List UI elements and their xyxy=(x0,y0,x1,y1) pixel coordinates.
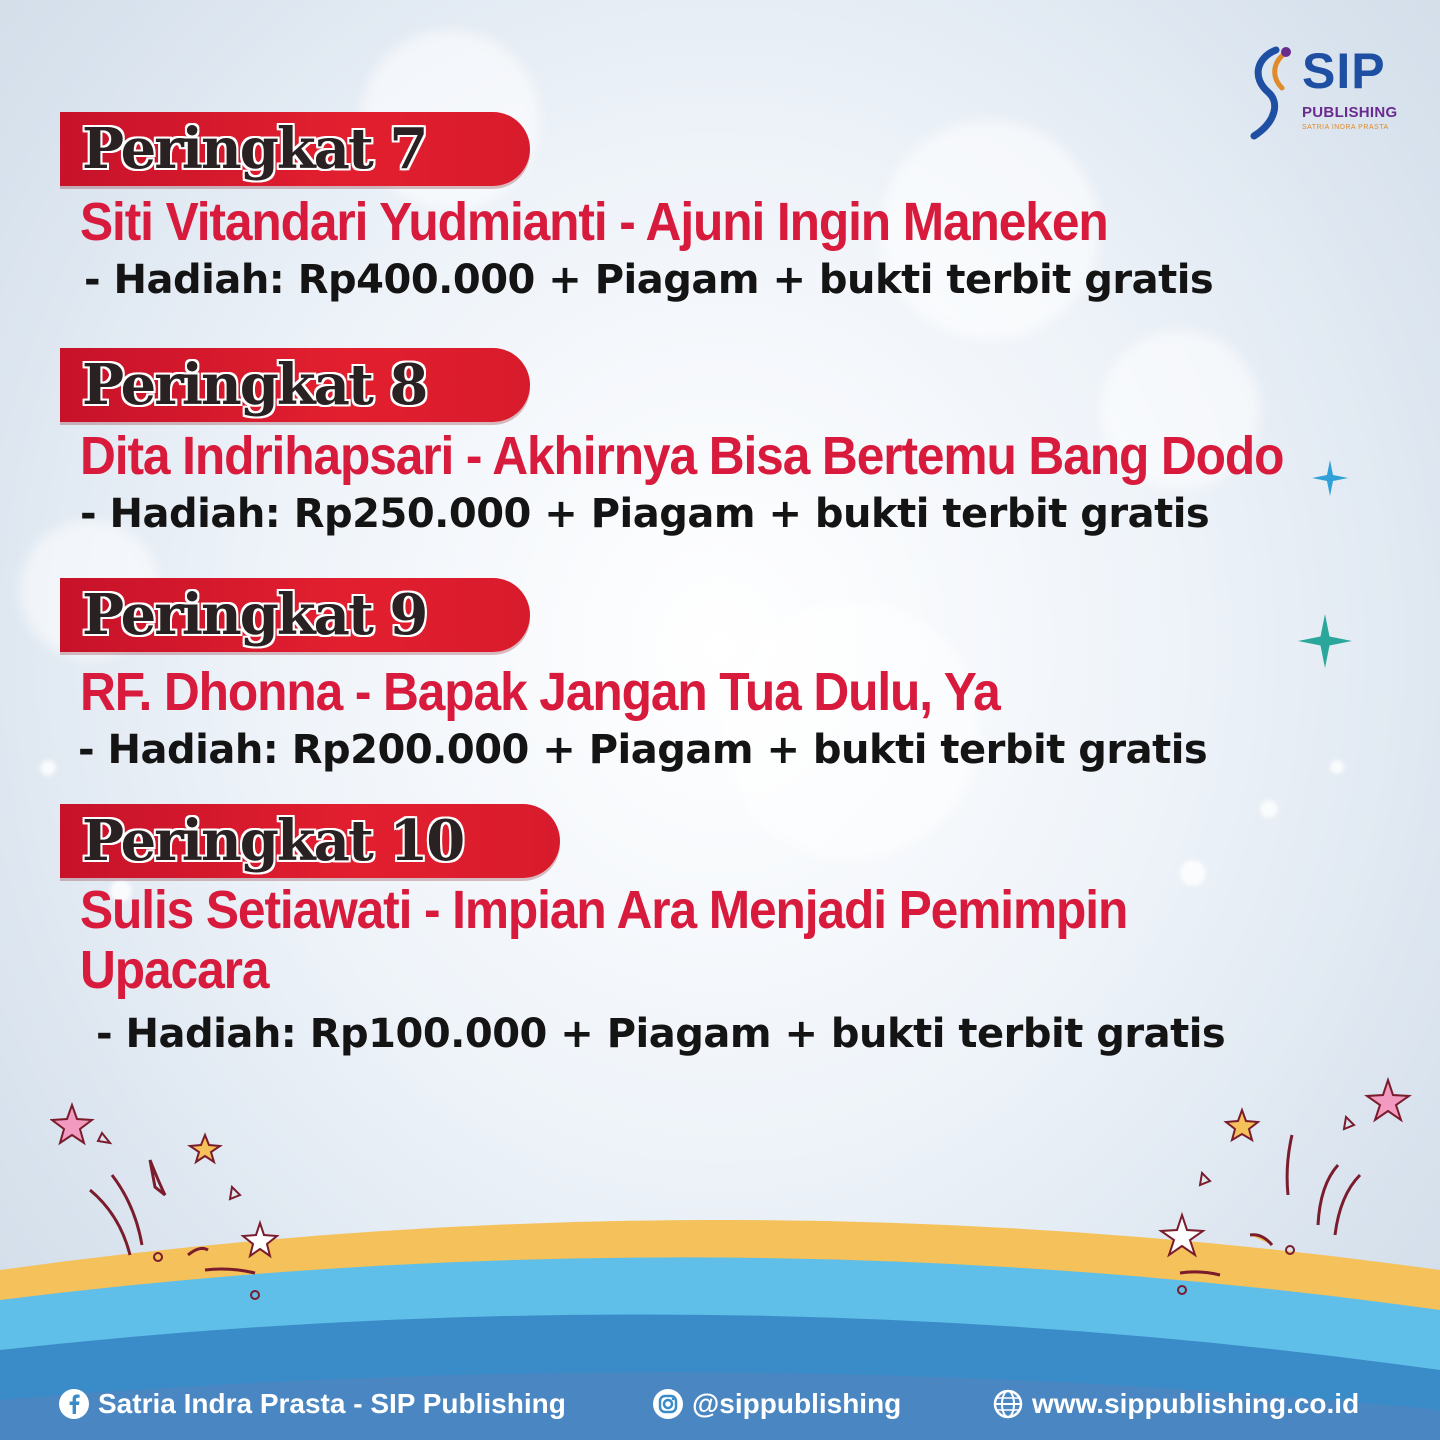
logo-swirl-icon xyxy=(1246,44,1296,140)
logo-tagline: SATRIA INDRA PRASTA xyxy=(1302,124,1389,131)
facebook-icon xyxy=(58,1388,90,1420)
footer-website-text: www.sippublishing.co.id xyxy=(1032,1388,1360,1419)
rank-7-prize: - Hadiah: Rp400.000 + Piagam + bukti terbit gratis xyxy=(84,257,1214,303)
rank-badge-label: Peringkat 9 xyxy=(82,582,427,648)
rank-badge-label: Peringkat 10 xyxy=(82,808,464,874)
bokeh-sparkle xyxy=(40,760,56,776)
rank-badge-10 xyxy=(60,804,560,878)
confetti-left-decoration xyxy=(50,1095,300,1305)
globe-icon xyxy=(992,1388,1024,1420)
rank-9-entry-title: RF. Dhonna - Bapak Jangan Tua Dulu, Ya xyxy=(80,662,1000,722)
sparkle-icon xyxy=(1298,614,1352,668)
footer-facebook-link[interactable] xyxy=(58,1376,566,1432)
rank-7-entry-title: Siti Vitandari Yudmianti - Ajuni Ingin Maneken xyxy=(80,192,1108,252)
rank-badge-9 xyxy=(60,578,530,652)
rank-badge-label: Peringkat 7 xyxy=(82,116,427,182)
sparkle-icon xyxy=(1312,460,1348,496)
footer-facebook-text: Satria Indra Prasta - SIP Publishing xyxy=(98,1388,566,1419)
rank-10-entry-title: Sulis Setiawati - Impian Ara Menjadi Pemimpin Upacara xyxy=(80,880,1128,1000)
rank-9-prize: - Hadiah: Rp200.000 + Piagam + bukti terbit gratis xyxy=(78,727,1208,773)
rank-badge-label: Peringkat 8 xyxy=(82,352,427,418)
confetti-right-decoration xyxy=(1150,1075,1420,1305)
logo-wordmark: SIP xyxy=(1302,43,1386,99)
instagram-icon xyxy=(652,1388,684,1420)
footer-website-link[interactable] xyxy=(992,1376,1359,1432)
footer-instagram-text: @sippublishing xyxy=(692,1388,902,1419)
rank-8-entry-title: Dita Indrihapsari - Akhirnya Bisa Bertemu Bang Dodo xyxy=(80,426,1284,486)
rank-badge-8 xyxy=(60,348,530,422)
rank-8-prize: - Hadiah: Rp250.000 + Piagam + bukti terbit gratis xyxy=(80,491,1210,537)
sip-publishing-logo xyxy=(1246,44,1406,140)
logo-subtitle: PUBLISHING xyxy=(1302,104,1398,121)
rank-badge-7 xyxy=(60,112,530,186)
rank-10-prize: - Hadiah: Rp100.000 + Piagam + bukti terbit gratis xyxy=(96,1011,1226,1057)
bokeh-sparkle xyxy=(1260,800,1278,818)
footer-instagram-link[interactable] xyxy=(652,1376,901,1432)
footer-contacts xyxy=(0,1376,1440,1432)
bokeh-sparkle xyxy=(1330,760,1344,774)
